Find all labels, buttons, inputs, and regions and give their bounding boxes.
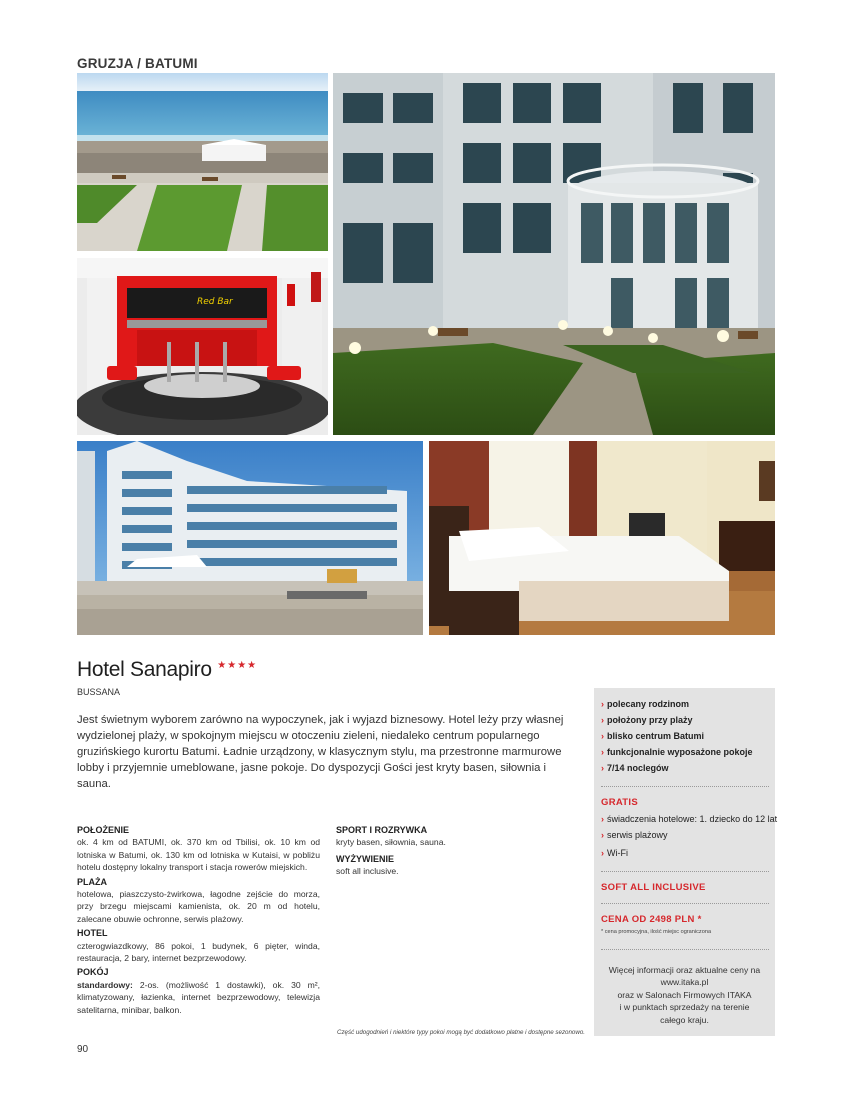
disclaimer: Część udogodnień i niektóre typy pokoi mogą być dodatkowo płatne i dostępne sezonowo.: [337, 1029, 586, 1036]
bar-sign-text: Red Bar: [197, 297, 233, 307]
info-line: Więcej informacji oraz aktualne ceny na: [608, 965, 761, 975]
courtyard-night-photo: [333, 73, 775, 435]
bar-photo: [77, 258, 328, 435]
beach-photo: [77, 73, 328, 251]
divider: [601, 903, 769, 904]
hotel-name: Hotel Sanapiro: [77, 658, 212, 681]
info-line: i w punktach sprzedaży na terenie: [619, 1002, 750, 1013]
hotel-heading: HOTEL: [77, 928, 108, 939]
hotel-intro: Jest świetnym wyborem zarówno na wypoczynek, jak i wyjazd biznesowy. Hotel leży przy własnej wydzielonej plaży, w spokojnym miejscu w otoczeniu zieleni, niedaleko centrum popularnego gruzińskiego kurortu Batumi. Ładnie urządzony, w klasycznym stylu, ma przestronne marmurowe lobby i przyjemnie umeblowane, jasne pokoje. Do dyspozycji Gości jest kryty basen, siłownia i sauna.: [77, 714, 564, 790]
hotel-stars: ★★★★: [217, 660, 258, 671]
more-info-text: [594, 964, 775, 1026]
gratis-item: › świadczenia hotelowe: 1. dziecko do 12 lat: [601, 814, 778, 824]
chevron-right-icon: ›: [601, 699, 604, 709]
website-link[interactable]: www.itaka.pl: [660, 977, 709, 988]
feature-item: › funkcjonalnie wyposażone pokoje: [601, 747, 753, 757]
board-text: soft all inclusive.: [336, 866, 399, 877]
region-title: GRUZJA / BATUMI: [77, 56, 198, 71]
divider: [601, 871, 769, 872]
chevron-right-icon: ›: [601, 731, 604, 741]
hotel-location: BUSSANA: [77, 687, 121, 697]
gratis-heading: GRATIS: [601, 797, 638, 808]
board-type-label: SOFT ALL INCLUSIVE: [601, 882, 706, 893]
bedroom-photo: [429, 441, 775, 635]
info-line: całego kraju.: [660, 1014, 709, 1025]
feature-item: › polecany rodzinom: [601, 699, 690, 709]
location-text: ok. 4 km od BATUMI, ok. 370 km od Tbilisi, ok. 10 km od lotniska w Batumi, ok. 130 km od lotniska w Kutaisi, w pobliżu hotelu dostępny lokalny transport i stacja rowerów miejskich.: [77, 837, 320, 873]
sport-text: kryty basen, siłownia, sauna.: [336, 837, 446, 848]
beach-heading: PLAŻA: [77, 876, 107, 887]
room-type-label: standardowy:: [77, 979, 133, 990]
feature-item: › położony przy plaży: [601, 715, 693, 725]
sport-heading: SPORT I ROZRYWKA: [336, 825, 428, 835]
feature-item: › blisko centrum Batumi: [601, 731, 705, 741]
beach-text: hotelowa, piaszczysto-żwirkowa, łagodne zejście do morza, przy brzegu miejscami kamienista, ok. 20 m od hotelu, zalecane obuwie ochronne, serwis plażowy.: [77, 889, 320, 924]
room-text: [77, 979, 320, 1016]
location-heading: POŁOŻENIE: [77, 825, 130, 835]
chevron-right-icon: ›: [601, 715, 604, 725]
offer-sidebar: [594, 688, 778, 1036]
divider: [601, 786, 769, 787]
price-label: CENA OD 2498 PLN *: [601, 914, 702, 925]
details-left-column: [77, 822, 320, 1016]
gratis-item: › Wi-Fi: [601, 848, 628, 858]
page-number: 90: [77, 1044, 89, 1055]
hotel-exterior-photo: [77, 441, 423, 635]
feature-item: › 7/14 noclegów: [601, 763, 669, 773]
price-note: * cena promocyjna, ilość miejsc ograniczona: [601, 929, 712, 935]
chevron-right-icon: ›: [601, 763, 604, 773]
chevron-right-icon: ›: [601, 848, 604, 858]
board-heading: WYŻYWIENIE: [336, 853, 394, 864]
hotel-title: [77, 658, 257, 682]
room-description: 2-os. (możliwość 1 dostawki), ok. 30 m², klimatyzowany, łazienka, internet bezprzewodowy, telewizja satelitarna, minibar, balkon.: [77, 979, 320, 1015]
info-line: oraz w Salonach Firmowych ITAKA: [617, 989, 752, 1000]
room-heading: POKÓJ: [77, 967, 109, 978]
chevron-right-icon: ›: [601, 830, 604, 840]
chevron-right-icon: ›: [601, 747, 604, 757]
divider: [601, 949, 769, 950]
chevron-right-icon: ›: [601, 814, 604, 824]
details-middle-column: [336, 822, 571, 878]
hotel-text: czterogwiazdkowy, 86 pokoi, 1 budynek, 6 pięter, winda, restauracja, 2 bary, internet bezprzewodowy.: [77, 940, 320, 964]
gratis-item: › serwis plażowy: [601, 830, 668, 840]
